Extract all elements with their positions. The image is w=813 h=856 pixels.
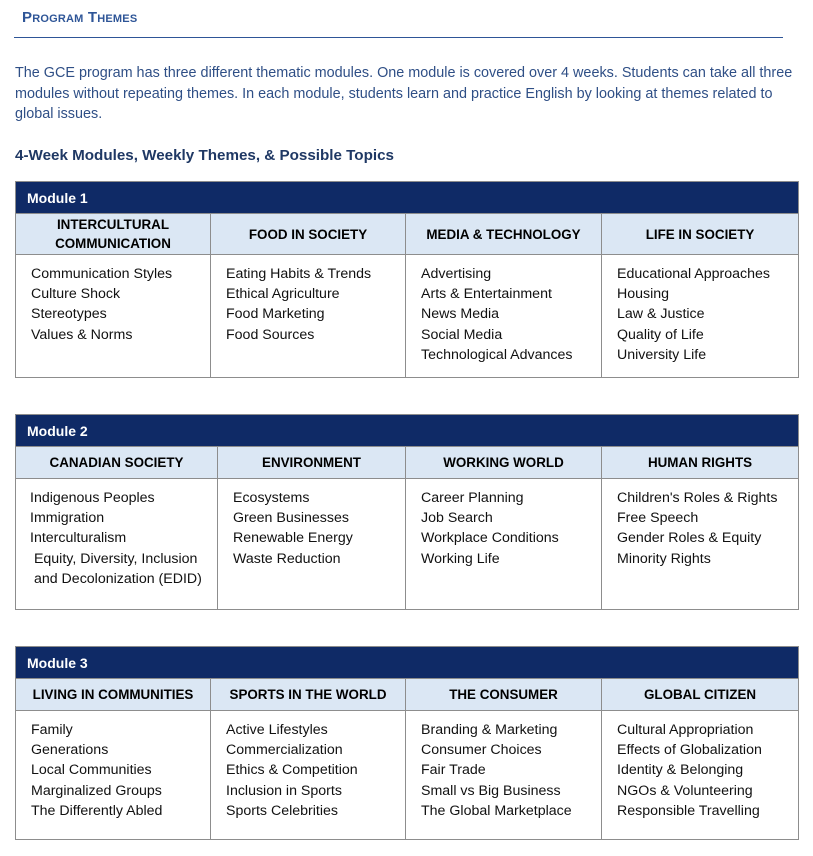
- topic-item: Interculturalism: [30, 530, 127, 547]
- topic-item: Free Speech: [617, 510, 699, 527]
- topic-item: Inclusion in Sports: [226, 782, 342, 799]
- theme-header: GLOBAL CITIZEN: [602, 679, 799, 711]
- topic-item: Quality of Life: [617, 326, 704, 343]
- topic-item: Communication Styles: [31, 266, 173, 282]
- topics-cell: [406, 711, 602, 840]
- topic-item: Law & Justice: [617, 306, 705, 323]
- intro-paragraph: The GCE program has three different thematic modules. One module is covered over 4 weeks. Students can take all three modules without repeating themes. In each module, students learn and practice English by looking at themes related to global issues.: [15, 65, 793, 122]
- topic-item: Children's Roles & Rights: [617, 490, 778, 506]
- module-header: Module 1: [16, 182, 799, 214]
- topic-item: Generations: [31, 742, 109, 759]
- topic-item: Sports Celebrities: [226, 802, 338, 819]
- topics-cell: [16, 255, 211, 378]
- theme-header: SPORTS IN THE WORLD: [211, 679, 406, 711]
- topics-cell: [218, 479, 406, 610]
- topic-item: Cultural Appropriation: [617, 722, 754, 738]
- topic-item: Responsible Travelling: [617, 802, 760, 819]
- topic-item: Consumer Choices: [421, 742, 542, 759]
- topic-item: Ethical Agriculture: [226, 286, 340, 303]
- topic-item: Advertising: [421, 266, 492, 282]
- theme-header: MEDIA & TECHNOLOGY: [406, 214, 602, 255]
- topic-item: Family: [31, 722, 73, 738]
- topic-item: The Differently Abled: [31, 802, 163, 819]
- module-header: Module 2: [16, 415, 799, 447]
- topic-item: Local Communities: [31, 762, 152, 779]
- topics-cell: [406, 479, 602, 610]
- topic-item: and Decolonization (EDID): [30, 570, 202, 587]
- topic-item: Effects of Globalization: [617, 742, 762, 759]
- module-table: [15, 414, 799, 610]
- topic-item: Indigenous Peoples: [30, 490, 155, 506]
- topic-item: Small vs Big Business: [421, 782, 561, 799]
- topic-item: Ethics & Competition: [226, 762, 358, 779]
- topic-item: Green Businesses: [233, 510, 349, 527]
- module-header: Module 3: [16, 647, 799, 679]
- topic-item: Culture Shock: [31, 286, 121, 303]
- topic-item: Fair Trade: [421, 762, 486, 779]
- topic-item: Minority Rights: [617, 550, 711, 567]
- topics-cell: [602, 479, 799, 610]
- topic-item: Stereotypes: [31, 306, 107, 323]
- topic-item: Commercialization: [226, 742, 343, 759]
- topic-item: Technological Advances: [421, 346, 573, 363]
- topic-item: University Life: [617, 346, 707, 363]
- topics-cell: [602, 711, 799, 840]
- topics-cell: [211, 711, 406, 840]
- module-table: [15, 181, 799, 378]
- topic-item: Eating Habits & Trends: [226, 266, 372, 282]
- theme-header: CANADIAN SOCIETY: [16, 447, 218, 479]
- modules-subheading: 4-Week Modules, Weekly Themes, & Possible Topics: [15, 147, 394, 164]
- topic-item: NGOs & Volunteering: [617, 782, 753, 799]
- topic-item: Social Media: [421, 326, 503, 343]
- topic-item: Marginalized Groups: [31, 782, 162, 799]
- topic-item: News Media: [421, 306, 500, 323]
- topic-item: Arts & Entertainment: [421, 286, 552, 303]
- topic-item: Gender Roles & Equity: [617, 530, 762, 547]
- topic-item: Branding & Marketing: [421, 722, 558, 738]
- theme-header: HUMAN RIGHTS: [602, 447, 799, 479]
- module-table: [15, 646, 799, 840]
- topic-item: Job Search: [421, 510, 493, 527]
- topics-cell: [16, 711, 211, 840]
- topic-item: Workplace Conditions: [421, 530, 559, 547]
- topic-item: Food Marketing: [226, 306, 325, 323]
- theme-header: LIVING IN COMMUNITIES: [16, 679, 211, 711]
- topics-cell: [602, 255, 799, 378]
- theme-header: LIFE IN SOCIETY: [602, 214, 799, 255]
- topic-item: Immigration: [30, 510, 105, 527]
- topic-item: Career Planning: [421, 490, 524, 506]
- topic-item: The Global Marketplace: [421, 802, 572, 819]
- topic-item: Renewable Energy: [233, 530, 353, 547]
- topic-item: Active Lifestyles: [226, 722, 328, 738]
- topic-item: Ecosystems: [233, 490, 310, 506]
- topics-cell: [406, 255, 602, 378]
- topic-item: Waste Reduction: [233, 550, 341, 567]
- section-title: Program Themes: [22, 9, 138, 26]
- theme-header: INTERCULTURAL COMMUNICATION: [16, 214, 211, 255]
- title-divider: [14, 37, 783, 38]
- theme-header: FOOD IN SOCIETY: [211, 214, 406, 255]
- theme-header: WORKING WORLD: [406, 447, 602, 479]
- theme-header: THE CONSUMER: [406, 679, 602, 711]
- topic-item: Food Sources: [226, 326, 315, 343]
- topic-item: Working Life: [421, 550, 500, 567]
- topics-cell: [211, 255, 406, 378]
- topic-item: Equity, Diversity, Inclusion: [30, 550, 198, 567]
- topic-item: Values & Norms: [31, 326, 133, 343]
- topic-item: Housing: [617, 286, 670, 303]
- topic-item: Identity & Belonging: [617, 762, 744, 779]
- theme-header: ENVIRONMENT: [218, 447, 406, 479]
- topics-cell: [16, 479, 218, 610]
- topic-item: Educational Approaches: [617, 266, 771, 282]
